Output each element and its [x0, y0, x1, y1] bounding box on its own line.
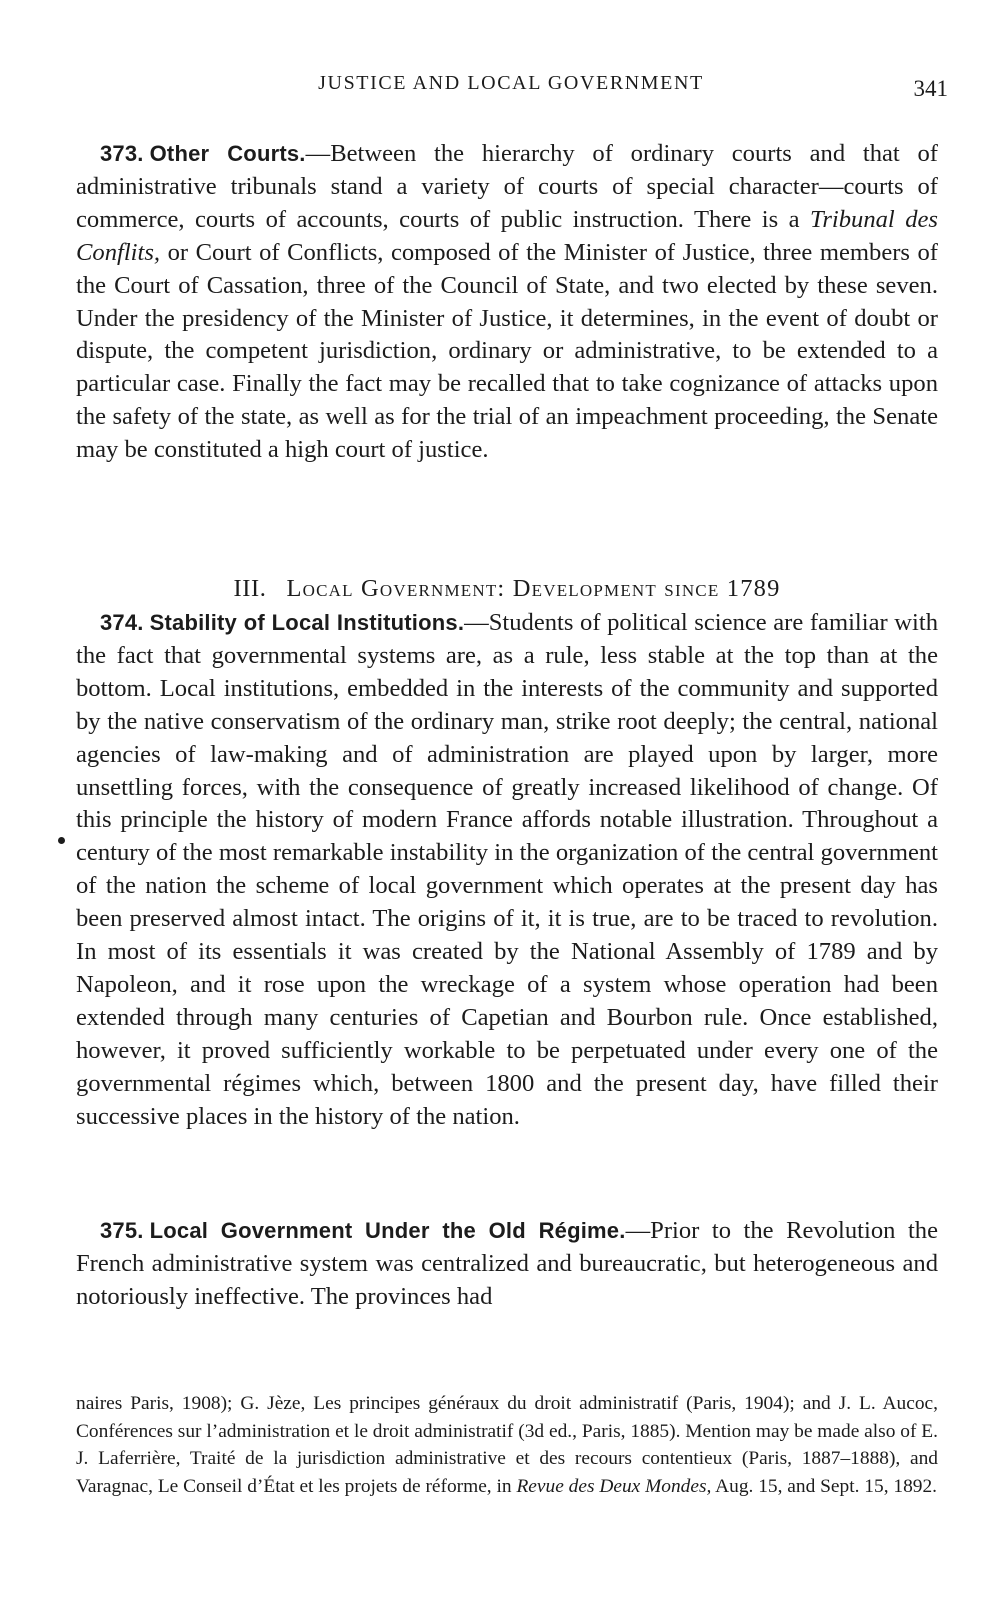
section-heading: Stability of Local Institutions.: [149, 610, 465, 635]
section-375: [76, 1215, 938, 1314]
journal-title: Revue des Deux Mondes,: [516, 1475, 712, 1497]
section-text: —Students of political science are familiar with the fact that governmental systems are, as a rule, less stable at the top than at the bottom. Local institutions, embedded in the interests of the community and supported by the native conservatism of the ordinary man, strike root deeply; the central, national agencies of law-making and of administration are played upon by larger, more unsettling forces, with the consequence of greatly increased likelihood of change. Of this principle the history of modern France affords notable illustration. Throughout a century of the most remarkable instability in the organization of the central government of the nation the scheme of local government which operates at the present day has been preserved almost intact. The origins of it, it is true, are to be traced to revolution. In most of its essentials it was created by the National Assembly of 1789 and by Napoleon, and it rose upon the wreckage of a system whose operation had been extended through many centuries of Capetian and Bourbon rule. Once established, however, it proved sufficiently workable to be perpetuated under every one of the governmental régimes which, between 1800 and the present day, have filled their successive places in the history of the nation.: [76, 609, 939, 1130]
part-heading: [76, 575, 938, 603]
margin-mark: [58, 837, 65, 844]
section-number: 375.: [100, 1218, 144, 1243]
running-head: [74, 72, 948, 102]
footnote-text-part: Aug. 15, and Sept. 15, 1892.: [711, 1475, 938, 1497]
section-number: 373.: [100, 141, 144, 166]
paragraph-374: [76, 607, 938, 1134]
part-title: Local Government: Development since 1789: [286, 575, 781, 602]
footnote-text: [76, 1390, 938, 1500]
footnote: [76, 1390, 938, 1500]
section-heading: Local Government Under the Old Régime.: [149, 1218, 626, 1243]
section-text: —Prior to the Revolution the French administrative system was centralized and bureaucratic, but heterogeneous and notoriously ineffective. The provinces had: [76, 1217, 938, 1310]
part-numeral: III.: [233, 575, 267, 602]
section-text: —Between the hierarchy of ordinary courts and that of administrative tribunals stand a variety of courts of special character—courts of commerce, courts of accounts, courts of public instruction. There is a: [76, 140, 938, 233]
section-text: or Court of Conflicts, composed of the Minister of Justice, three members of the Court of Cassation, three of the Council of State, and two elected by these seven. Under the presidency of the Minister of Justice, it determines, in the event of doubt or dispute, the competent jurisdiction, ordinary or administrative, to be extended to a particular case. Finally the fact may be recalled that to take cognizance of attacks upon the safety of the state, as well as for the trial of an impeachment proceeding, the Senate may be constituted a high court of justice.: [76, 238, 938, 464]
section-374: [76, 607, 938, 1134]
section-number: 374.: [100, 610, 144, 635]
italic-term: Tribunal des Conflits,: [76, 205, 938, 266]
section-heading: Other Courts.: [149, 141, 306, 166]
running-title: JUSTICE AND LOCAL GOVERNMENT: [318, 72, 704, 94]
paragraph-375: [76, 1215, 938, 1314]
section-373: [76, 138, 938, 467]
footnote-text-part: naires Paris, 1908); G. Jèze, Les principes généraux du droit administratif (Paris, 1904); and J. L. Aucoc, Conférences sur l’administration et le droit administratif (3d ed., Paris, 1885). Mention may be made also of E. J. Laferrière, Traité de la jurisdiction administrative et des recours contentieux (Paris, 1887–1888), and Varagnac, Le Conseil d’État et les projets de réforme, in: [76, 1393, 938, 1497]
page-number: 341: [913, 76, 948, 101]
paragraph-373: [76, 138, 938, 467]
